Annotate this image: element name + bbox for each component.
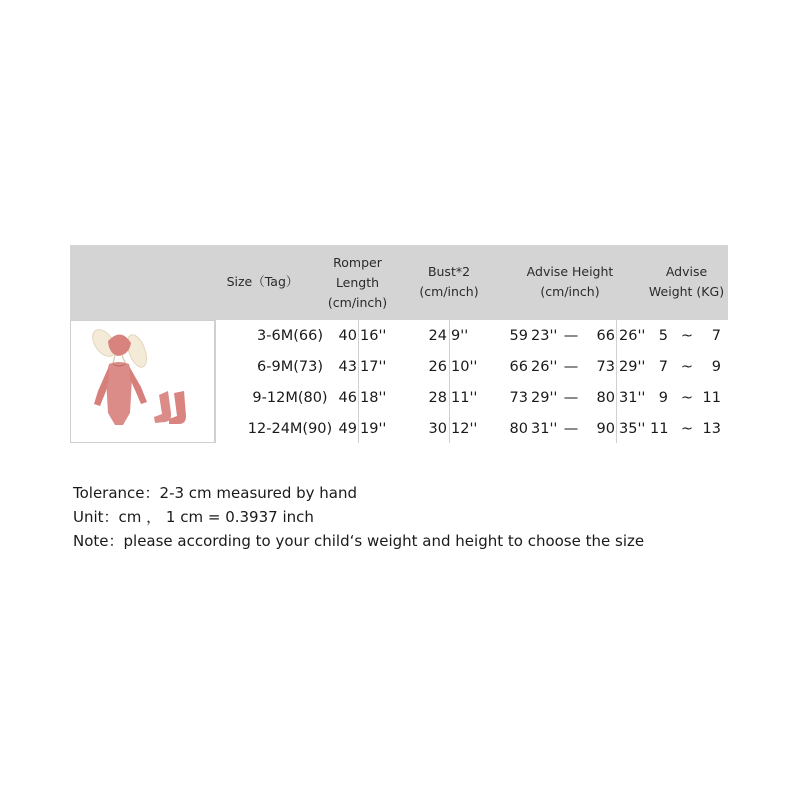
header-advise-weight: Advise Weight (KG) bbox=[648, 264, 725, 299]
header-romper-length: Romper Length (cm/inch) bbox=[327, 255, 388, 310]
length-inch-cell: 18'' bbox=[360, 390, 387, 406]
height-range-dash: — bbox=[563, 390, 579, 406]
height-range-dash: — bbox=[563, 328, 579, 344]
unit-note: Unit：cm ， 1 cm = 0.3937 inch bbox=[73, 508, 314, 526]
bust-inch-cell: 9'' bbox=[451, 328, 469, 344]
bust-cm-cell: 26 bbox=[428, 359, 447, 375]
height-min-cm-cell: 66 bbox=[509, 359, 528, 375]
weight-max-cell: 11 bbox=[702, 390, 721, 406]
table-row bbox=[70, 414, 728, 445]
bust-inch-cell: 12'' bbox=[451, 421, 478, 437]
size-cell: 3-6M(66) bbox=[257, 328, 323, 344]
height-max-cm-cell: 73 bbox=[596, 359, 615, 375]
weight-min-cell: 11 bbox=[650, 421, 669, 437]
weight-max-cell: 13 bbox=[702, 421, 721, 437]
table-row bbox=[70, 321, 728, 352]
weight-min-cell: 5 bbox=[658, 328, 668, 344]
size-chart-table bbox=[70, 245, 728, 445]
height-max-inch-cell: 35'' bbox=[619, 421, 646, 437]
weight-range-tilde: ~ bbox=[680, 359, 694, 375]
height-min-inch-cell: 26'' bbox=[531, 359, 558, 375]
weight-range-tilde: ~ bbox=[680, 390, 694, 406]
height-min-inch-cell: 29'' bbox=[531, 390, 558, 406]
weight-range-tilde: ~ bbox=[680, 328, 694, 344]
length-inch-cell: 19'' bbox=[360, 421, 387, 437]
length-cm-cell: 40 bbox=[338, 328, 357, 344]
height-min-cm-cell: 73 bbox=[509, 390, 528, 406]
length-inch-cell: 16'' bbox=[360, 328, 387, 344]
weight-range-tilde: ~ bbox=[680, 421, 694, 437]
size-cell: 6-9M(73) bbox=[257, 359, 323, 375]
tolerance-note: Tolerance：2-3 cm measured by hand bbox=[73, 484, 358, 502]
height-max-cm-cell: 66 bbox=[596, 328, 615, 344]
height-max-cm-cell: 80 bbox=[596, 390, 615, 406]
table-row bbox=[70, 352, 728, 383]
weight-max-cell: 7 bbox=[711, 328, 721, 344]
bust-cm-cell: 24 bbox=[428, 328, 447, 344]
bust-inch-cell: 10'' bbox=[451, 359, 478, 375]
length-cm-cell: 43 bbox=[338, 359, 357, 375]
choose-size-note: Note：please according to your child‘s weight and height to choose the size bbox=[73, 532, 645, 550]
height-range-dash: — bbox=[563, 359, 579, 375]
bust-cm-cell: 28 bbox=[428, 390, 447, 406]
header-size: Size（Tag） bbox=[226, 274, 299, 289]
height-min-inch-cell: 23'' bbox=[531, 328, 558, 344]
height-range-dash: — bbox=[563, 421, 579, 437]
size-cell: 12-24M(90) bbox=[247, 421, 333, 437]
weight-min-cell: 9 bbox=[658, 390, 668, 406]
weight-max-cell: 9 bbox=[711, 359, 721, 375]
length-cm-cell: 49 bbox=[338, 421, 357, 437]
length-cm-cell: 46 bbox=[338, 390, 357, 406]
weight-min-cell: 7 bbox=[658, 359, 668, 375]
length-inch-cell: 17'' bbox=[360, 359, 387, 375]
height-max-inch-cell: 31'' bbox=[619, 390, 646, 406]
bust-inch-cell: 11'' bbox=[451, 390, 478, 406]
height-min-cm-cell: 80 bbox=[509, 421, 528, 437]
size-notes bbox=[73, 481, 644, 553]
table-row bbox=[70, 383, 728, 414]
height-max-cm-cell: 90 bbox=[596, 421, 615, 437]
height-max-inch-cell: 29'' bbox=[619, 359, 646, 375]
bust-cm-cell: 30 bbox=[428, 421, 447, 437]
header-advise-height: Advise Height (cm/inch) bbox=[526, 264, 614, 299]
header-bust: Bust*2 (cm/inch) bbox=[419, 264, 479, 299]
height-min-inch-cell: 31'' bbox=[531, 421, 558, 437]
size-cell: 9-12M(80) bbox=[252, 390, 328, 406]
height-max-inch-cell: 26'' bbox=[619, 328, 646, 344]
height-min-cm-cell: 59 bbox=[509, 328, 528, 344]
